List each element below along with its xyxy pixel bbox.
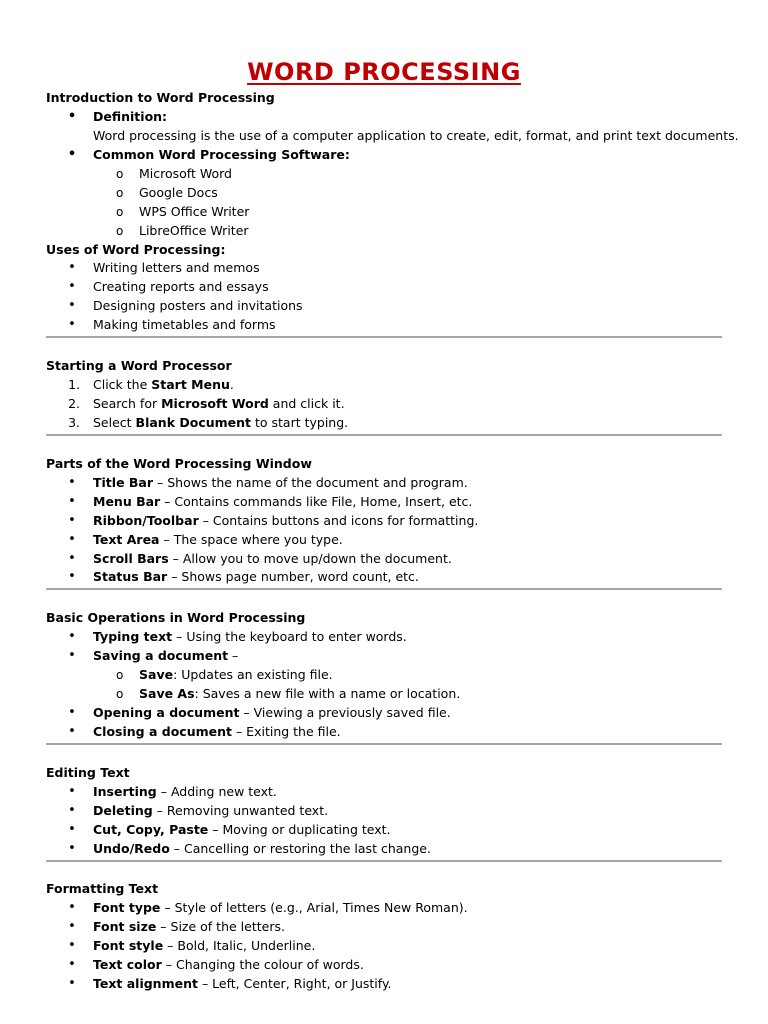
sub-bullet-marker: o	[116, 687, 124, 702]
bullet-marker: •	[68, 919, 76, 935]
bullet-marker: •	[68, 723, 76, 739]
list-item: • Text color – Changing the colour of words.	[46, 956, 722, 975]
section-heading-uses: Uses of Word Processing:	[46, 241, 226, 257]
number-marker: 3.	[68, 414, 80, 430]
numbered-item: 2. Search for Microsoft Word and click it.	[46, 395, 722, 414]
spacer	[46, 436, 722, 455]
spacer	[46, 745, 722, 764]
bullet-marker: •	[67, 146, 77, 162]
sub-list-item: o Google Docs	[46, 184, 722, 203]
list-item: • Typing text – Using the keyboard to enter words.	[46, 628, 722, 647]
bullet-marker: •	[68, 900, 76, 916]
bullet-marker: •	[68, 279, 76, 295]
section-heading-starting: Starting a Word Processor	[46, 358, 232, 374]
definition-text: Word processing is the use of a computer application to create, edit, format, and print text documents.	[93, 127, 739, 143]
list-item: • Menu Bar – Contains commands like File, Home, Insert, etc.	[46, 493, 722, 512]
section-heading-basic: Basic Operations in Word Processing	[46, 610, 306, 626]
bullet-marker: •	[68, 474, 76, 490]
sub-list-item: o Microsoft Word	[46, 165, 722, 184]
bullet-marker: •	[68, 648, 76, 664]
sub-list-item: o Save: Updates an existing file.	[46, 666, 722, 685]
sub-bullet-marker: o	[116, 223, 124, 238]
bullet-marker: •	[68, 821, 76, 837]
bullet-marker: •	[68, 629, 76, 645]
page-title: WORD PROCESSING	[247, 58, 521, 86]
list-item: • Definition:	[46, 108, 722, 127]
list-item: • Inserting – Adding new text.	[46, 783, 722, 802]
list-item: • Deleting – Removing unwanted text.	[46, 802, 722, 821]
section-heading-editing: Editing Text	[46, 764, 130, 780]
section-heading-formatting: Formatting Text	[46, 881, 159, 897]
list-item: • Text Area – The space where you type.	[46, 531, 722, 550]
bullet-marker: •	[68, 260, 76, 276]
sub-bullet-marker: o	[116, 185, 124, 200]
list-item: • Font style – Bold, Italic, Underline.	[46, 937, 722, 956]
bullet-marker: •	[68, 976, 76, 992]
list-item: • Text alignment – Left, Center, Right, or Justify.	[46, 975, 722, 994]
bullet-marker: •	[68, 957, 76, 973]
section-heading-intro: Introduction to Word Processing	[46, 90, 275, 105]
numbered-item: 3. Select Blank Document to start typing.	[46, 414, 722, 433]
bullet-marker: •	[68, 783, 76, 799]
bullet-marker: •	[68, 298, 76, 314]
bullet-marker: •	[67, 108, 77, 124]
bullet-marker: •	[68, 569, 76, 585]
bullet-marker: •	[68, 802, 76, 818]
bullet-marker: •	[68, 705, 76, 720]
bullet-marker: •	[68, 317, 76, 333]
spacer	[46, 590, 722, 609]
list-item: • Title Bar – Shows the name of the document and program.	[46, 474, 722, 493]
bullet-marker: •	[68, 531, 76, 547]
bullet-marker: •	[68, 840, 76, 856]
sub-list-item: o WPS Office Writer	[46, 203, 722, 222]
bullet-marker: •	[68, 938, 76, 954]
number-marker: 2.	[68, 396, 80, 411]
spacer	[46, 338, 722, 357]
list-item: • Opening a document – Viewing a previously saved file.	[46, 704, 722, 723]
spacer	[46, 862, 722, 881]
numbered-item: 1. Click the Start Menu.	[46, 376, 722, 395]
list-item: • Undo/Redo – Cancelling or restoring the last change.	[46, 840, 722, 859]
list-item: • Common Word Processing Software:	[46, 146, 722, 165]
bullet-marker: •	[68, 493, 76, 509]
list-item: • Closing a document – Exiting the file.	[46, 723, 722, 742]
sub-list-item: o LibreOffice Writer	[46, 222, 722, 241]
list-item: • Scroll Bars – Allow you to move up/down the document.	[46, 550, 722, 569]
list-item: • Making timetables and forms	[46, 316, 722, 335]
list-item: • Writing letters and memos	[46, 259, 722, 278]
sub-bullet-marker: o	[116, 166, 124, 181]
list-item: • Font size – Size of the letters.	[46, 918, 722, 937]
section-heading-parts: Parts of the Word Processing Window	[46, 455, 312, 471]
sub-list-item: o Save As: Saves a new file with a name or location.	[46, 685, 722, 704]
number-marker: 1.	[68, 377, 80, 393]
list-item: • Ribbon/Toolbar – Contains buttons and icons for formatting.	[46, 512, 722, 531]
list-item: • Saving a document –	[46, 647, 722, 666]
sub-bullet-marker: o	[116, 668, 124, 683]
list-item: • Font type – Style of letters (e.g., Arial, Times New Roman).	[46, 899, 722, 918]
list-item: • Designing posters and invitations	[46, 297, 722, 316]
list-item: • Creating reports and essays	[46, 278, 722, 297]
list-item: • Cut, Copy, Paste – Moving or duplicating text.	[46, 821, 722, 840]
bullet-marker: •	[68, 550, 76, 566]
document-body	[46, 89, 739, 994]
sub-bullet-marker: o	[116, 204, 124, 219]
list-item: • Status Bar – Shows page number, word count, etc.	[46, 568, 722, 587]
bullet-marker: •	[68, 512, 76, 528]
